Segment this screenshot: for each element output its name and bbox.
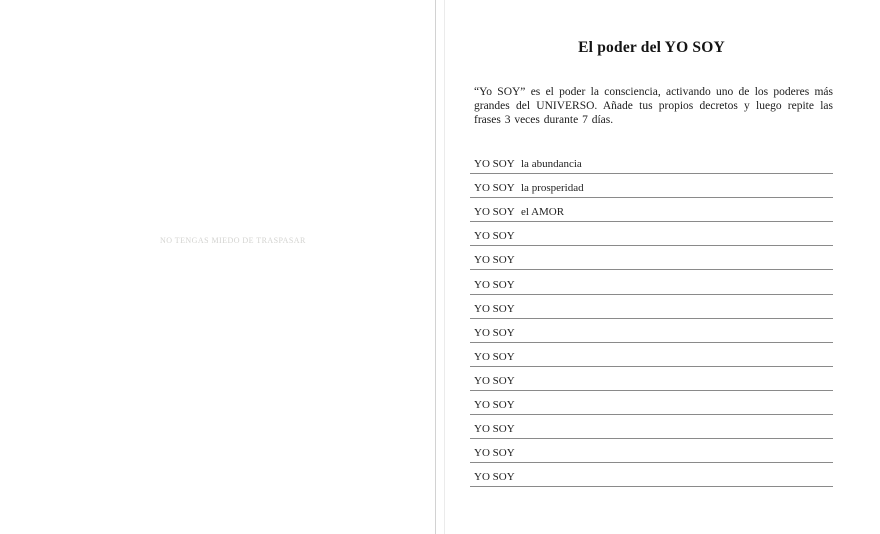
entry-text: el AMOR — [521, 206, 565, 219]
list-item — [470, 463, 833, 487]
list-item — [470, 319, 833, 343]
right-page — [445, 0, 880, 534]
page-divider-line — [435, 0, 436, 534]
yosoy-label: YO SOY — [474, 182, 515, 195]
list-item — [470, 174, 833, 198]
list-item — [470, 439, 833, 463]
yosoy-label: YO SOY — [474, 230, 515, 243]
yosoy-label: YO SOY — [474, 254, 515, 267]
yosoy-label: YO SOY — [474, 399, 515, 412]
list-item — [470, 198, 833, 222]
list-item — [470, 150, 833, 174]
yosoy-label: YO SOY — [474, 447, 515, 460]
yosoy-label: YO SOY — [474, 326, 515, 339]
list-item — [470, 391, 833, 415]
list-item — [470, 270, 833, 294]
yosoy-label: YO SOY — [474, 471, 515, 484]
entry-text: la prosperidad — [521, 182, 584, 195]
yosoy-label: YO SOY — [474, 423, 515, 436]
intro-paragraph: “Yo SOY” es el poder la consciencia, activando uno de los poderes más grandes del UNIVERSO. Añade tus propios decretos y luego repite las frases 3 veces durante 7 días. — [474, 86, 833, 126]
list-item — [470, 367, 833, 391]
entry-text: la abundancia — [521, 158, 582, 171]
page-title: El poder del YO SOY — [578, 39, 725, 56]
yosoy-label: YO SOY — [474, 350, 515, 363]
list-item — [470, 415, 833, 439]
yosoy-list — [470, 150, 833, 487]
list-item — [470, 222, 833, 246]
yosoy-label: YO SOY — [474, 374, 515, 387]
yosoy-label: YO SOY — [474, 158, 515, 171]
yosoy-label: YO SOY — [474, 278, 515, 291]
list-item — [470, 343, 833, 367]
yosoy-label: YO SOY — [474, 206, 515, 219]
left-page-watermark: NO TENGAS MIEDO DE TRASPASAR — [160, 236, 306, 245]
left-page — [0, 0, 435, 534]
list-item — [470, 295, 833, 319]
list-item — [470, 246, 833, 270]
yosoy-label: YO SOY — [474, 302, 515, 315]
